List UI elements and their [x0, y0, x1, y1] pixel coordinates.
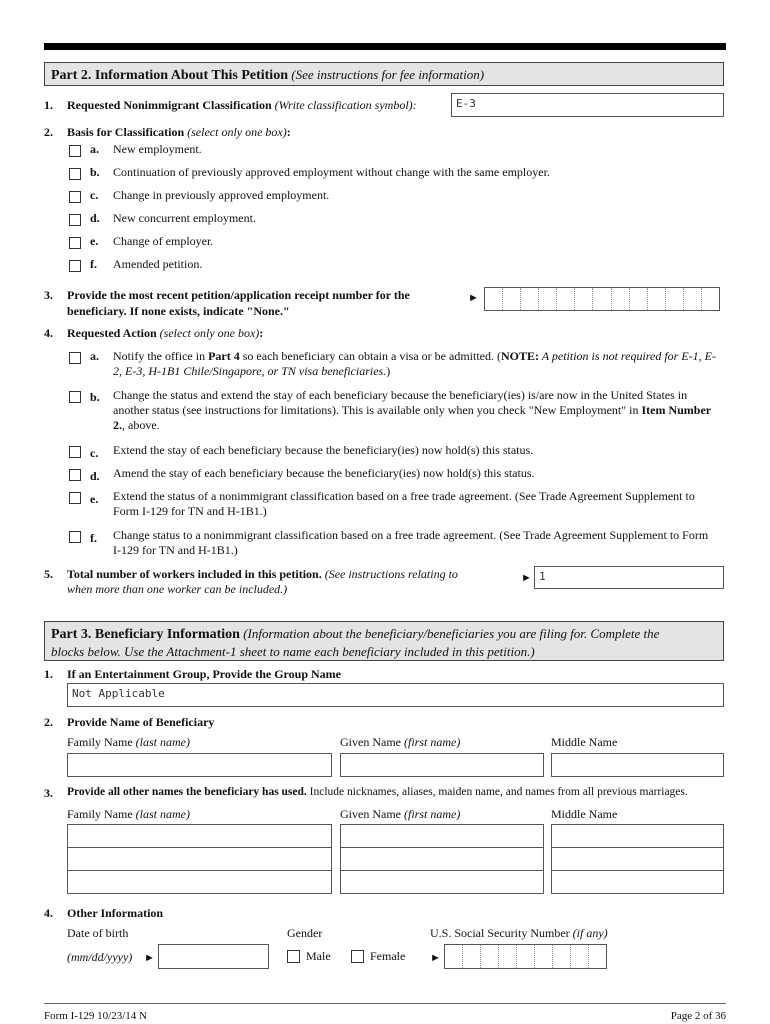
action-a-italic: A petition is not required for E-1, E-2, E-3, H-1B1 Chile/Singapore, or TN visa beneficiaries. — [113, 349, 716, 378]
q3-label-line1: Provide the most recent petition/application receipt number for the — [67, 288, 410, 302]
basis-option-d: New concurrent employment. — [113, 211, 256, 225]
q1-label: Requested Nonimmigrant Classification — [67, 98, 272, 112]
ssn-input[interactable] — [444, 944, 607, 969]
action-option-b — [113, 388, 718, 433]
q2-hint: (select only one box) — [187, 125, 287, 139]
basis-option-b: Continuation of previously approved employment without change with the same employer. — [113, 165, 550, 179]
footer-rule — [44, 1003, 726, 1004]
dob-label: Date of birth — [67, 926, 129, 940]
gender-female-label: Female — [370, 949, 406, 963]
q2-colon: : — [286, 125, 291, 139]
p3-q3-number: 3. — [44, 786, 53, 800]
other-given-name-hint: (first name) — [403, 807, 461, 821]
p3-q4-label: Other Information — [67, 906, 164, 920]
basis-letter-b: b. — [90, 165, 100, 179]
middle-name-input[interactable] — [551, 753, 724, 777]
family-name-label — [67, 735, 190, 750]
group-name-input[interactable]: Not Applicable — [67, 683, 724, 707]
receipt-number-input[interactable] — [484, 287, 720, 311]
basis-option-a: New employment. — [113, 142, 202, 156]
action-checkbox-a[interactable] — [69, 352, 81, 364]
action-checkbox-f[interactable] — [69, 531, 81, 543]
ssn-label — [430, 926, 608, 941]
other-middle-name-input-3[interactable] — [551, 870, 724, 894]
action-letter-d: d. — [90, 469, 100, 483]
p3-q2-number: 2. — [44, 715, 53, 729]
basis-checkbox-d[interactable] — [69, 214, 81, 226]
p3-q3-label: Provide all other names the beneficiary has used. — [67, 786, 307, 798]
action-letter-c: c. — [90, 446, 99, 460]
arrow-icon: ► — [521, 572, 532, 584]
p3-q4-number: 4. — [44, 906, 53, 920]
given-name-text: Given Name — [340, 735, 404, 749]
q3-number: 3. — [44, 288, 53, 302]
action-b-text2: , above. — [122, 418, 160, 432]
basis-letter-c: c. — [90, 188, 99, 202]
arrow-icon: ► — [430, 952, 441, 964]
action-option-a — [113, 349, 718, 379]
middle-name-label: Middle Name — [551, 735, 618, 749]
family-name-hint: (last name) — [135, 735, 190, 749]
gender-label: Gender — [287, 926, 323, 940]
part3-title: Part 3. Beneficiary Information — [51, 627, 240, 642]
family-name-input[interactable] — [67, 753, 332, 777]
p3-q1-number: 1. — [44, 667, 53, 681]
basis-checkbox-a[interactable] — [69, 145, 81, 157]
given-name-hint: (first name) — [403, 735, 461, 749]
action-checkbox-c[interactable] — [69, 446, 81, 458]
arrow-icon: ► — [144, 952, 155, 964]
part2-header — [44, 62, 724, 86]
basis-letter-d: d. — [90, 211, 100, 225]
part3-subtitle-line2: blocks below. Use the Attachment-1 sheet to name each beneficiary included in this petition.) — [51, 644, 535, 659]
p3-q1-label: If an Entertainment Group, Provide the Group Name — [67, 667, 342, 681]
other-family-name-label — [67, 807, 190, 822]
family-name-text: Family Name — [67, 735, 136, 749]
gender-female-checkbox[interactable] — [351, 950, 364, 963]
q4-number: 4. — [44, 326, 53, 340]
action-a-note: NOTE: — [500, 349, 539, 363]
q5-label: Total number of workers included in this petition. — [67, 567, 322, 581]
action-option-c: Extend the stay of each beneficiary because the beneficiary(ies) now hold(s) this status. — [113, 443, 534, 457]
total-workers-input[interactable]: 1 — [534, 566, 724, 589]
q2-number: 2. — [44, 125, 53, 139]
action-a-bold1: Part 4 — [208, 349, 240, 363]
ssn-hint: (if any) — [572, 926, 608, 940]
other-family-name-hint: (last name) — [135, 807, 190, 821]
action-a-text4: ) — [386, 364, 391, 378]
basis-option-c: Change in previously approved employment. — [113, 188, 330, 202]
q4-hint: (select only one box) — [159, 326, 260, 340]
action-checkbox-b[interactable] — [69, 391, 81, 403]
other-family-name-input-1[interactable] — [67, 824, 332, 848]
action-letter-b: b. — [90, 390, 100, 404]
basis-letter-a: a. — [90, 142, 99, 156]
action-letter-e: e. — [90, 492, 99, 506]
other-given-name-input-1[interactable] — [340, 824, 544, 848]
other-family-name-input-3[interactable] — [67, 870, 332, 894]
other-given-name-input-3[interactable] — [340, 870, 544, 894]
q4-label: Requested Action — [67, 326, 157, 340]
action-b-bold: Item Number 2. — [113, 403, 711, 432]
other-given-name-text: Given Name — [340, 807, 404, 821]
gender-male-label: Male — [306, 949, 331, 963]
q1-number: 1. — [44, 98, 53, 112]
q5-hint-line2: when more than one worker can be included.) — [67, 582, 288, 596]
q1-label-row — [67, 98, 417, 113]
basis-option-f: Amended petition. — [113, 257, 203, 271]
action-checkbox-d[interactable] — [69, 469, 81, 481]
dob-input[interactable] — [158, 944, 269, 969]
q4-label-row — [67, 326, 263, 341]
other-middle-name-label: Middle Name — [551, 807, 618, 821]
q5-number: 5. — [44, 567, 53, 581]
part2-title: Part 2. Information About This Petition — [51, 68, 288, 83]
p3-q2-label: Provide Name of Beneficiary — [67, 715, 215, 729]
p3-q3-rest: Include nicknames, aliases, maiden name, and names from all previous marriages. — [306, 786, 688, 798]
other-family-name-input-2[interactable] — [67, 847, 332, 871]
other-middle-name-input-1[interactable] — [551, 824, 724, 848]
part2-subtitle: (See instructions for fee information) — [291, 67, 485, 82]
action-option-d: Amend the stay of each beneficiary because the beneficiary(ies) now hold(s) this status. — [113, 466, 535, 480]
basis-letter-e: e. — [90, 234, 99, 248]
basis-letter-f: f. — [90, 257, 97, 271]
classification-input[interactable]: E-3 — [451, 93, 724, 117]
basis-checkbox-b[interactable] — [69, 168, 81, 180]
form-id: Form I-129 10/23/14 N — [44, 1010, 147, 1022]
top-rule — [44, 43, 726, 50]
given-name-label — [340, 735, 460, 750]
ssn-text: U.S. Social Security Number — [430, 926, 573, 940]
other-family-name-text: Family Name — [67, 807, 136, 821]
basis-checkbox-c[interactable] — [69, 191, 81, 203]
action-checkbox-e[interactable] — [69, 492, 81, 504]
p3-q3-label-row — [67, 786, 688, 798]
q3-label-line2: beneficiary. If none exists, indicate "None." — [67, 304, 290, 318]
other-given-name-label — [340, 807, 460, 822]
q5-label-row — [67, 567, 458, 582]
dob-format-hint: (mm/dd/yyyy) — [67, 950, 133, 964]
q2-label: Basis for Classification — [67, 125, 185, 139]
q2-label-row — [67, 125, 291, 140]
part3-header — [44, 621, 724, 661]
page-number: Page 2 of 36 — [670, 1010, 726, 1022]
other-given-name-input-2[interactable] — [340, 847, 544, 871]
q4-colon: : — [259, 326, 264, 340]
q5-hint: (See instructions relating to — [321, 567, 458, 581]
basis-option-e: Change of employer. — [113, 234, 214, 248]
action-b-text1: Change the status and extend the stay of each beneficiary because the beneficiary(ies) is/are now in the United States in another status (see instructions for limitations). This is available only when you check "New Employment" in — [113, 388, 688, 417]
action-a-text2: so each beneficiary can obtain a visa or be admitted. ( — [239, 349, 501, 363]
action-letter-a: a. — [90, 349, 99, 363]
action-letter-f: f. — [90, 531, 97, 545]
action-a-text1: Notify the office in — [113, 349, 209, 363]
gender-male-checkbox[interactable] — [287, 950, 300, 963]
given-name-input[interactable] — [340, 753, 544, 777]
action-option-e: Extend the status of a nonimmigrant classification based on a free trade agreement. (See Trade Agreement Supplement to Form I-129 for TN and H-1B1.) — [113, 489, 695, 518]
basis-checkbox-e[interactable] — [69, 237, 81, 249]
other-middle-name-input-2[interactable] — [551, 847, 724, 871]
arrow-icon: ► — [468, 292, 479, 304]
basis-checkbox-f[interactable] — [69, 260, 81, 272]
q1-hint: (Write classification symbol): — [274, 98, 417, 112]
part3-subtitle-line1: (Information about the beneficiary/beneficiaries you are filing for. Complete the — [243, 626, 660, 641]
action-option-f: Change status to a nonimmigrant classification based on a free trade agreement. (See Trade Agreement Supplement to Form I-129 for TN and H-1B1.) — [113, 528, 709, 557]
